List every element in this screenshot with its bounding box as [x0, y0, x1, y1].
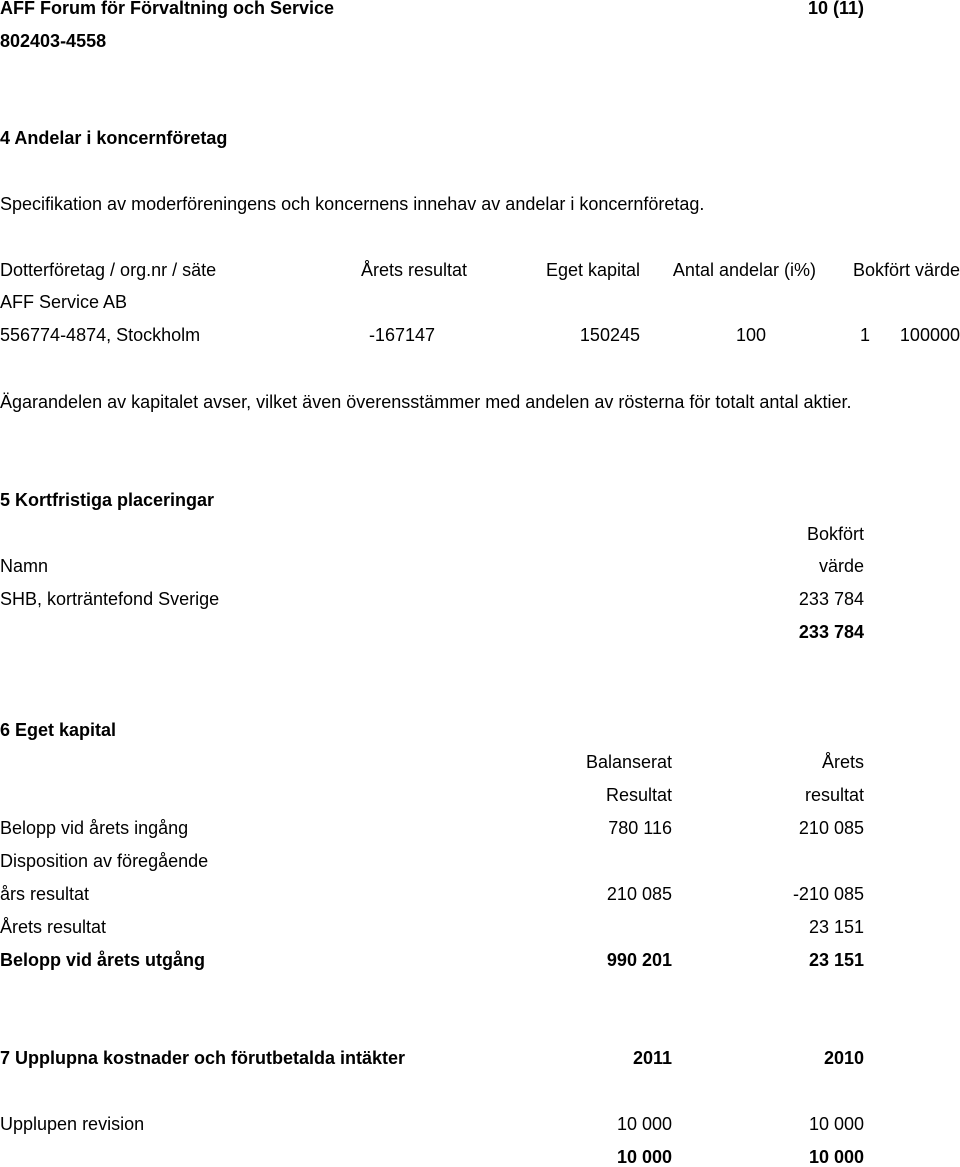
col-header-equity: Eget kapital [545, 260, 640, 280]
col-header-subsidiary: Dotterföretag / org.nr / säte [0, 260, 217, 280]
row-label: års resultat [0, 884, 90, 904]
col-header-retained-line1: Balanserat [585, 752, 672, 772]
subsidiary-id: 556774-4874, Stockholm [0, 325, 201, 345]
row-value-retained: 210 085 [606, 884, 672, 904]
subsidiary-name: AFF Service AB [0, 292, 128, 312]
row-label: Upplupen revision [0, 1114, 145, 1134]
total-2010: 10 000 [808, 1147, 864, 1167]
col-header-book-line2: värde [818, 556, 864, 576]
note-7-heading: 7 Upplupna kostnader och förutbetalda intäkter [0, 1048, 406, 1068]
row-value-retained: 780 116 [608, 818, 672, 838]
col-header-name: Namn [0, 556, 49, 576]
share-pct-value: 100 [735, 325, 766, 345]
col-header-year-line2: resultat [804, 785, 864, 805]
year-result-value: -167147 [368, 325, 435, 345]
page-number: 10 (11) [807, 0, 864, 18]
row-value-2011: 10 000 [616, 1114, 672, 1134]
col-header-2010: 2010 [823, 1048, 864, 1068]
total-year: 23 151 [808, 950, 864, 970]
col-header-year-line1: Årets [821, 752, 864, 772]
col-header-year-result: Årets resultat [360, 260, 467, 280]
row-value-2010: 10 000 [808, 1114, 864, 1134]
placement-name: SHB, korträntefond Sverige [0, 589, 220, 609]
row-value-year: -210 085 [792, 884, 864, 904]
note-4-heading: 4 Andelar i koncernföretag [0, 128, 228, 148]
org-number: 802403-4558 [0, 31, 107, 51]
row-label: Belopp vid årets ingång [0, 818, 189, 838]
col-header-book-value: Bokfört värde [852, 260, 960, 280]
total-2011: 10 000 [616, 1147, 672, 1167]
placement-value: 233 784 [798, 589, 864, 609]
col-header-retained-line2: Resultat [605, 785, 672, 805]
note-5-heading: 5 Kortfristiga placeringar [0, 490, 215, 510]
share-count-value: 1 [859, 325, 870, 345]
note-4-intro: Specifikation av moderföreningens och koncernens innehav av andelar i koncernföretag. [0, 194, 705, 214]
note-4-footnote: Ägarandelen av kapitalet avser, vilket även överensstämmer med andelen av rösterna för totalt antal aktier. [0, 392, 852, 412]
note-6-heading: 6 Eget kapital [0, 720, 117, 740]
row-value-year: 210 085 [798, 818, 864, 838]
company-name: AFF Forum för Förvaltning och Service [0, 0, 335, 18]
col-header-book-line1: Bokfört [806, 524, 864, 544]
col-header-2011: 2011 [632, 1048, 672, 1068]
row-value-year: 23 151 [808, 917, 864, 937]
equity-value: 150245 [579, 325, 640, 345]
col-header-share-pct: Antal andelar (i%) [672, 260, 816, 280]
row-label: Årets resultat [0, 917, 107, 937]
total-label: Belopp vid årets utgång [0, 950, 206, 970]
total-retained: 990 201 [606, 950, 672, 970]
placement-total: 233 784 [798, 622, 864, 642]
book-value: 100000 [899, 325, 960, 345]
row-label: Disposition av föregående [0, 851, 209, 871]
